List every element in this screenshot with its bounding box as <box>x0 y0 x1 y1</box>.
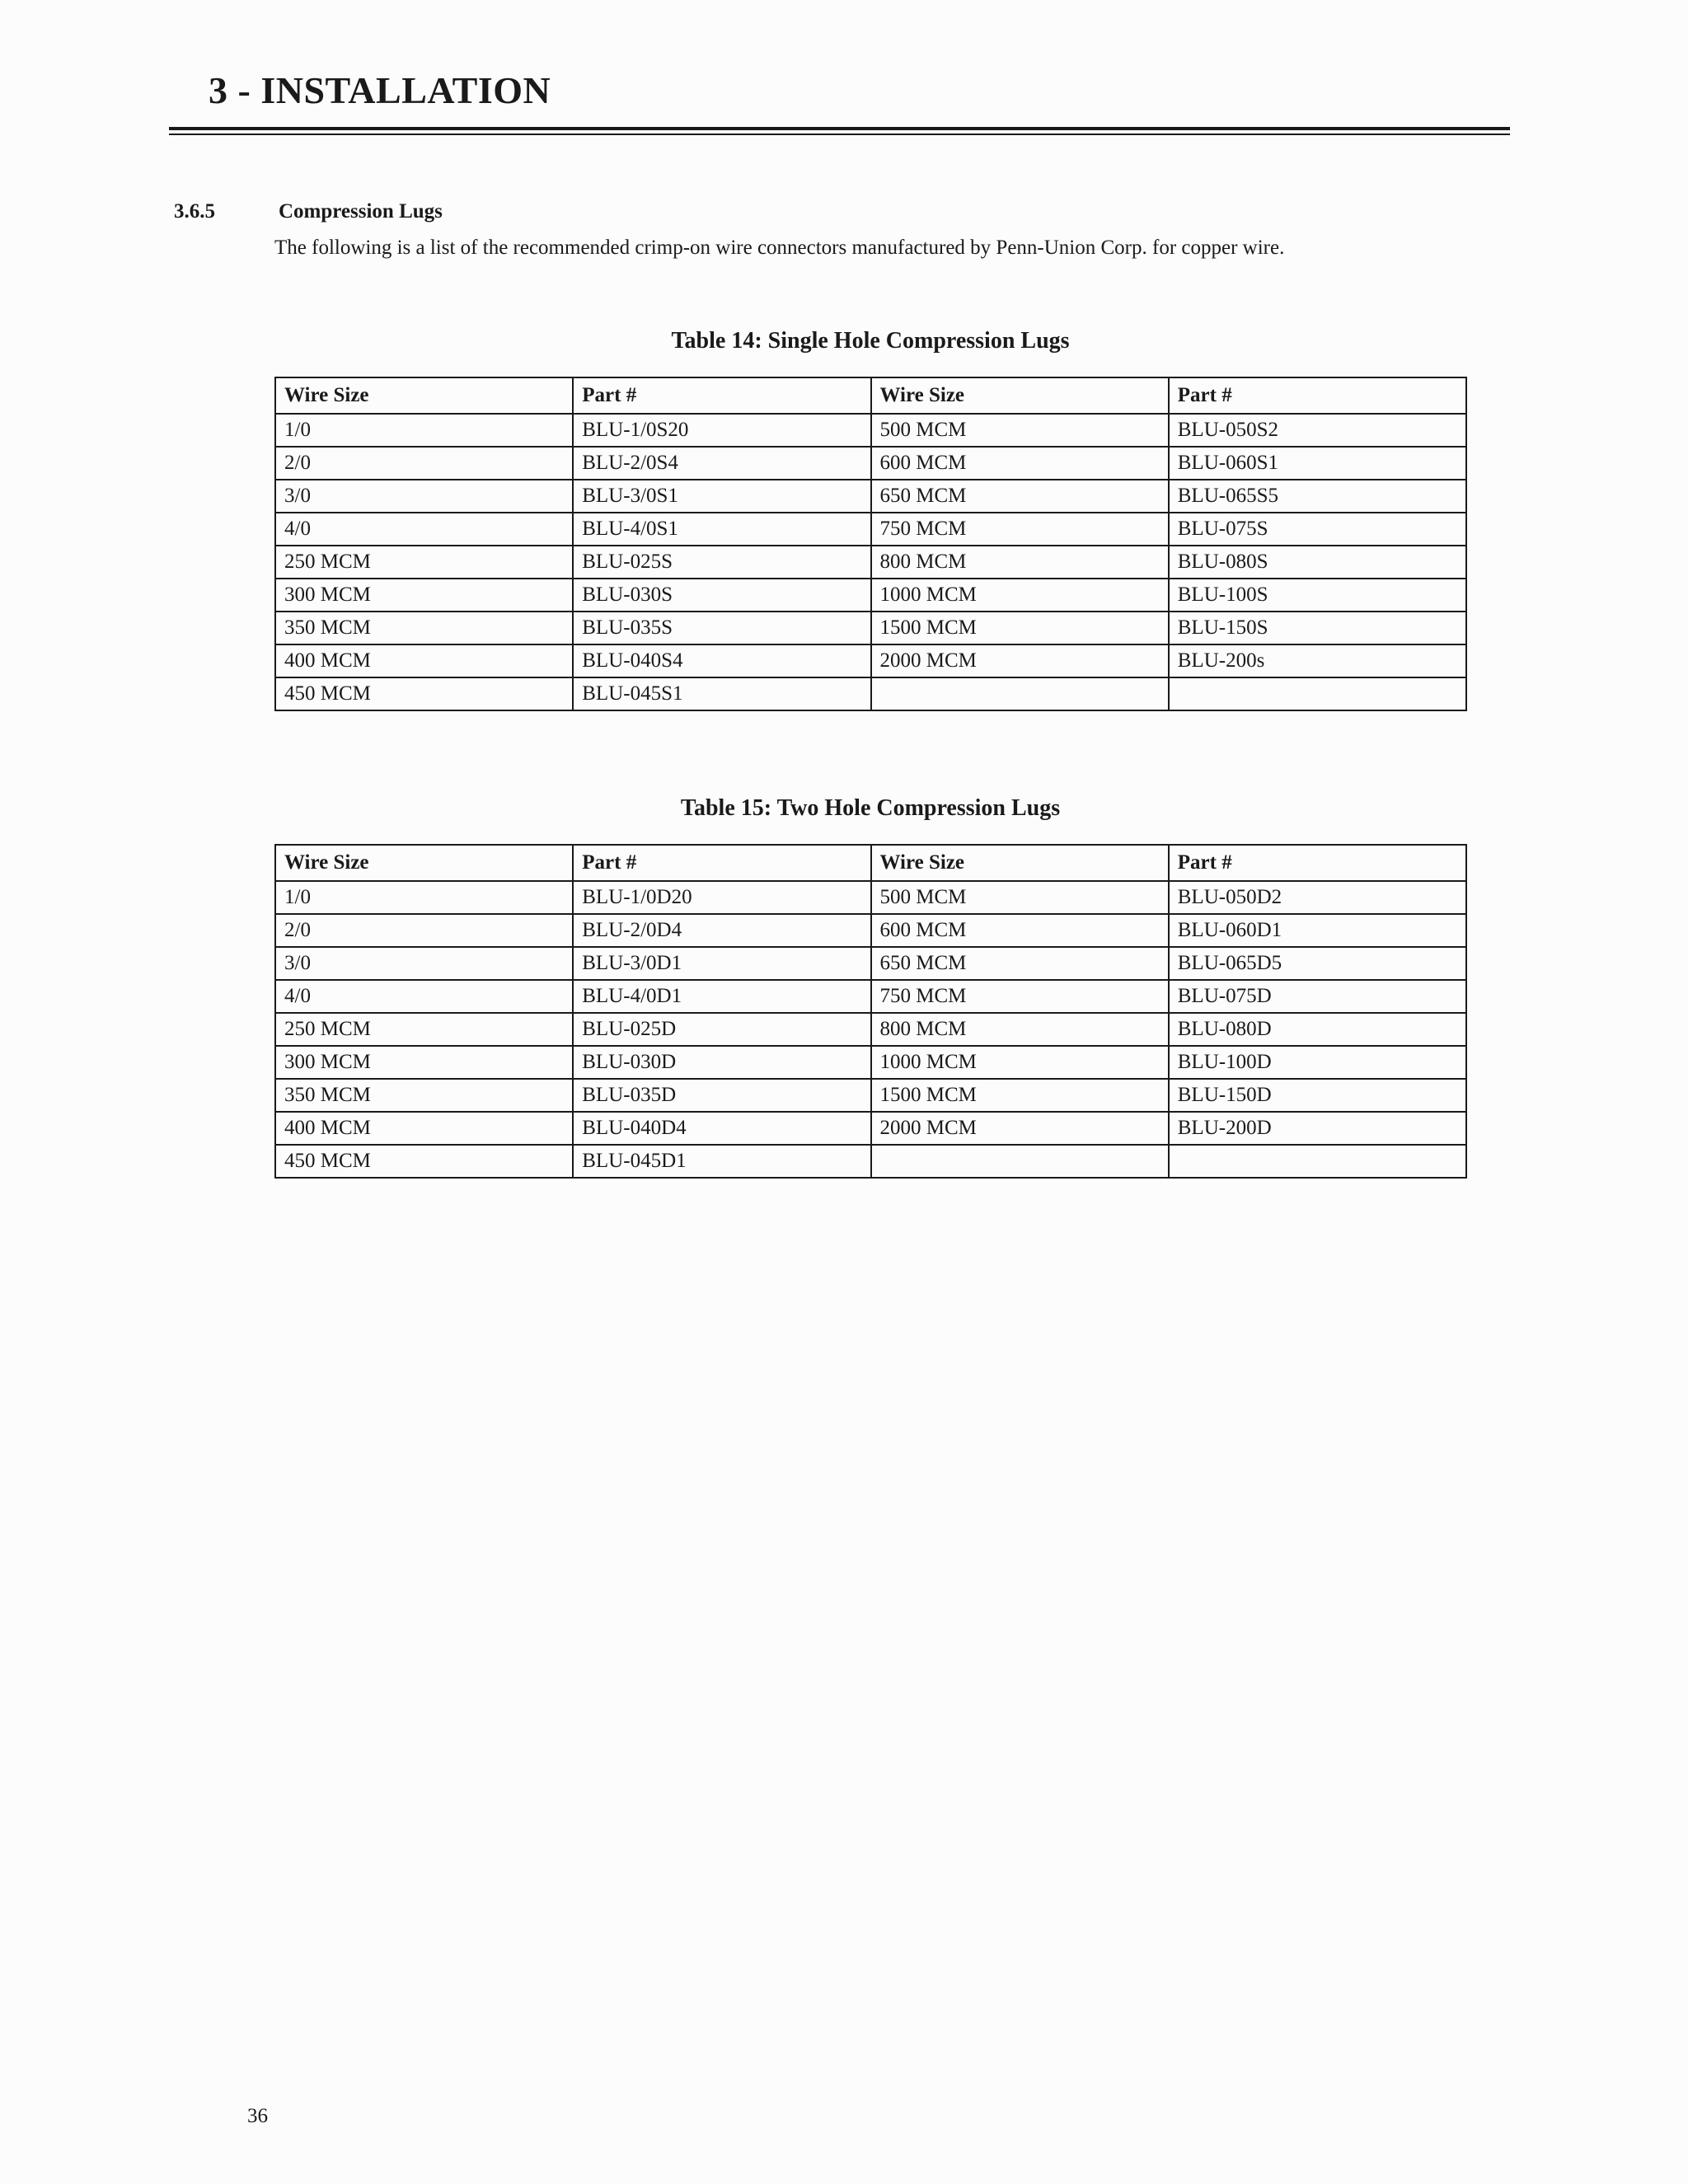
table-cell: 500 MCM <box>871 414 1169 447</box>
table-cell: 2000 MCM <box>871 644 1169 677</box>
col-header-part-number: Part # <box>573 845 870 881</box>
table-cell: 450 MCM <box>275 1145 573 1178</box>
table-cell: 300 MCM <box>275 579 573 612</box>
section-title: Compression Lugs <box>279 200 443 223</box>
table-cell: 800 MCM <box>871 546 1169 579</box>
table-cell: BLU-075D <box>1169 980 1466 1013</box>
table-cell: BLU-040D4 <box>573 1112 870 1145</box>
table-header-row <box>275 377 1466 414</box>
table-row <box>275 480 1466 513</box>
table-row <box>275 447 1466 480</box>
table-cell <box>1169 677 1466 710</box>
table-cell: 4/0 <box>275 980 573 1013</box>
table-row <box>275 414 1466 447</box>
col-header-wire-size: Wire Size <box>275 377 573 414</box>
table-cell: BLU-1/0S20 <box>573 414 870 447</box>
table-cell: BLU-060D1 <box>1169 914 1466 947</box>
table-row <box>275 980 1466 1013</box>
table-cell: BLU-150D <box>1169 1079 1466 1112</box>
table-row <box>275 1046 1466 1079</box>
table-cell: 1500 MCM <box>871 612 1169 644</box>
table-cell: 2000 MCM <box>871 1112 1169 1145</box>
header-rule-thick <box>169 127 1510 130</box>
table-row <box>275 644 1466 677</box>
table-cell: 1/0 <box>275 881 573 914</box>
table-cell: 250 MCM <box>275 1013 573 1046</box>
table-cell: 650 MCM <box>871 480 1169 513</box>
table-cell: 1000 MCM <box>871 1046 1169 1079</box>
table-cell <box>871 677 1169 710</box>
table-15-two-hole-lugs <box>274 844 1467 1179</box>
table-cell: BLU-040S4 <box>573 644 870 677</box>
table-cell: BLU-1/0D20 <box>573 881 870 914</box>
col-header-wire-size: Wire Size <box>275 845 573 881</box>
table-cell: BLU-3/0S1 <box>573 480 870 513</box>
header-rule-thin <box>169 134 1510 135</box>
table-cell: 1/0 <box>275 414 573 447</box>
table-cell: BLU-035D <box>573 1079 870 1112</box>
table-cell: BLU-4/0S1 <box>573 513 870 546</box>
table-cell: BLU-2/0D4 <box>573 914 870 947</box>
table-cell: BLU-065D5 <box>1169 947 1466 980</box>
table-row <box>275 1079 1466 1112</box>
col-header-part-number: Part # <box>573 377 870 414</box>
col-header-part-number: Part # <box>1169 377 1466 414</box>
table-row <box>275 1013 1466 1046</box>
table-cell <box>1169 1145 1466 1178</box>
table-cell: 600 MCM <box>871 447 1169 480</box>
table-cell <box>871 1145 1169 1178</box>
table-row <box>275 677 1466 710</box>
table-row <box>275 1145 1466 1178</box>
table-15-caption: Table 15: Two Hole Compression Lugs <box>680 795 1061 821</box>
table-cell: 400 MCM <box>275 1112 573 1145</box>
table-header-row <box>275 845 1466 881</box>
table-cell: BLU-065S5 <box>1169 480 1466 513</box>
table-cell: BLU-100D <box>1169 1046 1466 1079</box>
table-cell: BLU-075S <box>1169 513 1466 546</box>
table-cell: 400 MCM <box>275 644 573 677</box>
table-row <box>275 513 1466 546</box>
intro-paragraph: The following is a list of the recommended crimp-on wire connectors manufactured by Penn-Union Corp. for copper wire. <box>274 237 1285 259</box>
table-cell: 600 MCM <box>871 914 1169 947</box>
table-row <box>275 1112 1466 1145</box>
table-14-single-hole-lugs <box>274 377 1467 711</box>
page-number: 36 <box>247 2105 268 2127</box>
chapter-title: 3 - INSTALLATION <box>209 69 551 111</box>
table-cell: BLU-030D <box>573 1046 870 1079</box>
table-cell: BLU-030S <box>573 579 870 612</box>
col-header-wire-size: Wire Size <box>871 845 1169 881</box>
table-cell: 800 MCM <box>871 1013 1169 1046</box>
table-cell: 300 MCM <box>275 1046 573 1079</box>
table-row <box>275 914 1466 947</box>
table-cell: BLU-025D <box>573 1013 870 1046</box>
table-cell: BLU-045D1 <box>573 1145 870 1178</box>
table-cell: 500 MCM <box>871 881 1169 914</box>
table-row <box>275 612 1466 644</box>
table-14-caption: Table 14: Single Hole Compression Lugs <box>671 328 1070 354</box>
table-cell: 2/0 <box>275 914 573 947</box>
table-cell: BLU-035S <box>573 612 870 644</box>
table-row <box>275 546 1466 579</box>
table-cell: 350 MCM <box>275 1079 573 1112</box>
table-cell: 3/0 <box>275 480 573 513</box>
table-cell: BLU-080S <box>1169 546 1466 579</box>
section-number: 3.6.5 <box>174 200 215 223</box>
table-cell: 1500 MCM <box>871 1079 1169 1112</box>
table-cell: BLU-025S <box>573 546 870 579</box>
table-cell: BLU-4/0D1 <box>573 980 870 1013</box>
table-cell: 350 MCM <box>275 612 573 644</box>
table-cell: 650 MCM <box>871 947 1169 980</box>
table-cell: BLU-200D <box>1169 1112 1466 1145</box>
table-row <box>275 881 1466 914</box>
table-cell: 750 MCM <box>871 513 1169 546</box>
table-cell: 250 MCM <box>275 546 573 579</box>
table-cell: 3/0 <box>275 947 573 980</box>
table-cell: BLU-050S2 <box>1169 414 1466 447</box>
table-cell: BLU-2/0S4 <box>573 447 870 480</box>
table-cell: BLU-200s <box>1169 644 1466 677</box>
col-header-wire-size: Wire Size <box>871 377 1169 414</box>
table-cell: BLU-080D <box>1169 1013 1466 1046</box>
table-cell: BLU-045S1 <box>573 677 870 710</box>
table-cell: BLU-150S <box>1169 612 1466 644</box>
table-row <box>275 579 1466 612</box>
table-cell: 2/0 <box>275 447 573 480</box>
table-cell: BLU-050D2 <box>1169 881 1466 914</box>
table-cell: 1000 MCM <box>871 579 1169 612</box>
table-cell: 450 MCM <box>275 677 573 710</box>
table-cell: BLU-060S1 <box>1169 447 1466 480</box>
col-header-part-number: Part # <box>1169 845 1466 881</box>
table-cell: BLU-100S <box>1169 579 1466 612</box>
table-row <box>275 947 1466 980</box>
table-cell: BLU-3/0D1 <box>573 947 870 980</box>
table-cell: 750 MCM <box>871 980 1169 1013</box>
table-cell: 4/0 <box>275 513 573 546</box>
